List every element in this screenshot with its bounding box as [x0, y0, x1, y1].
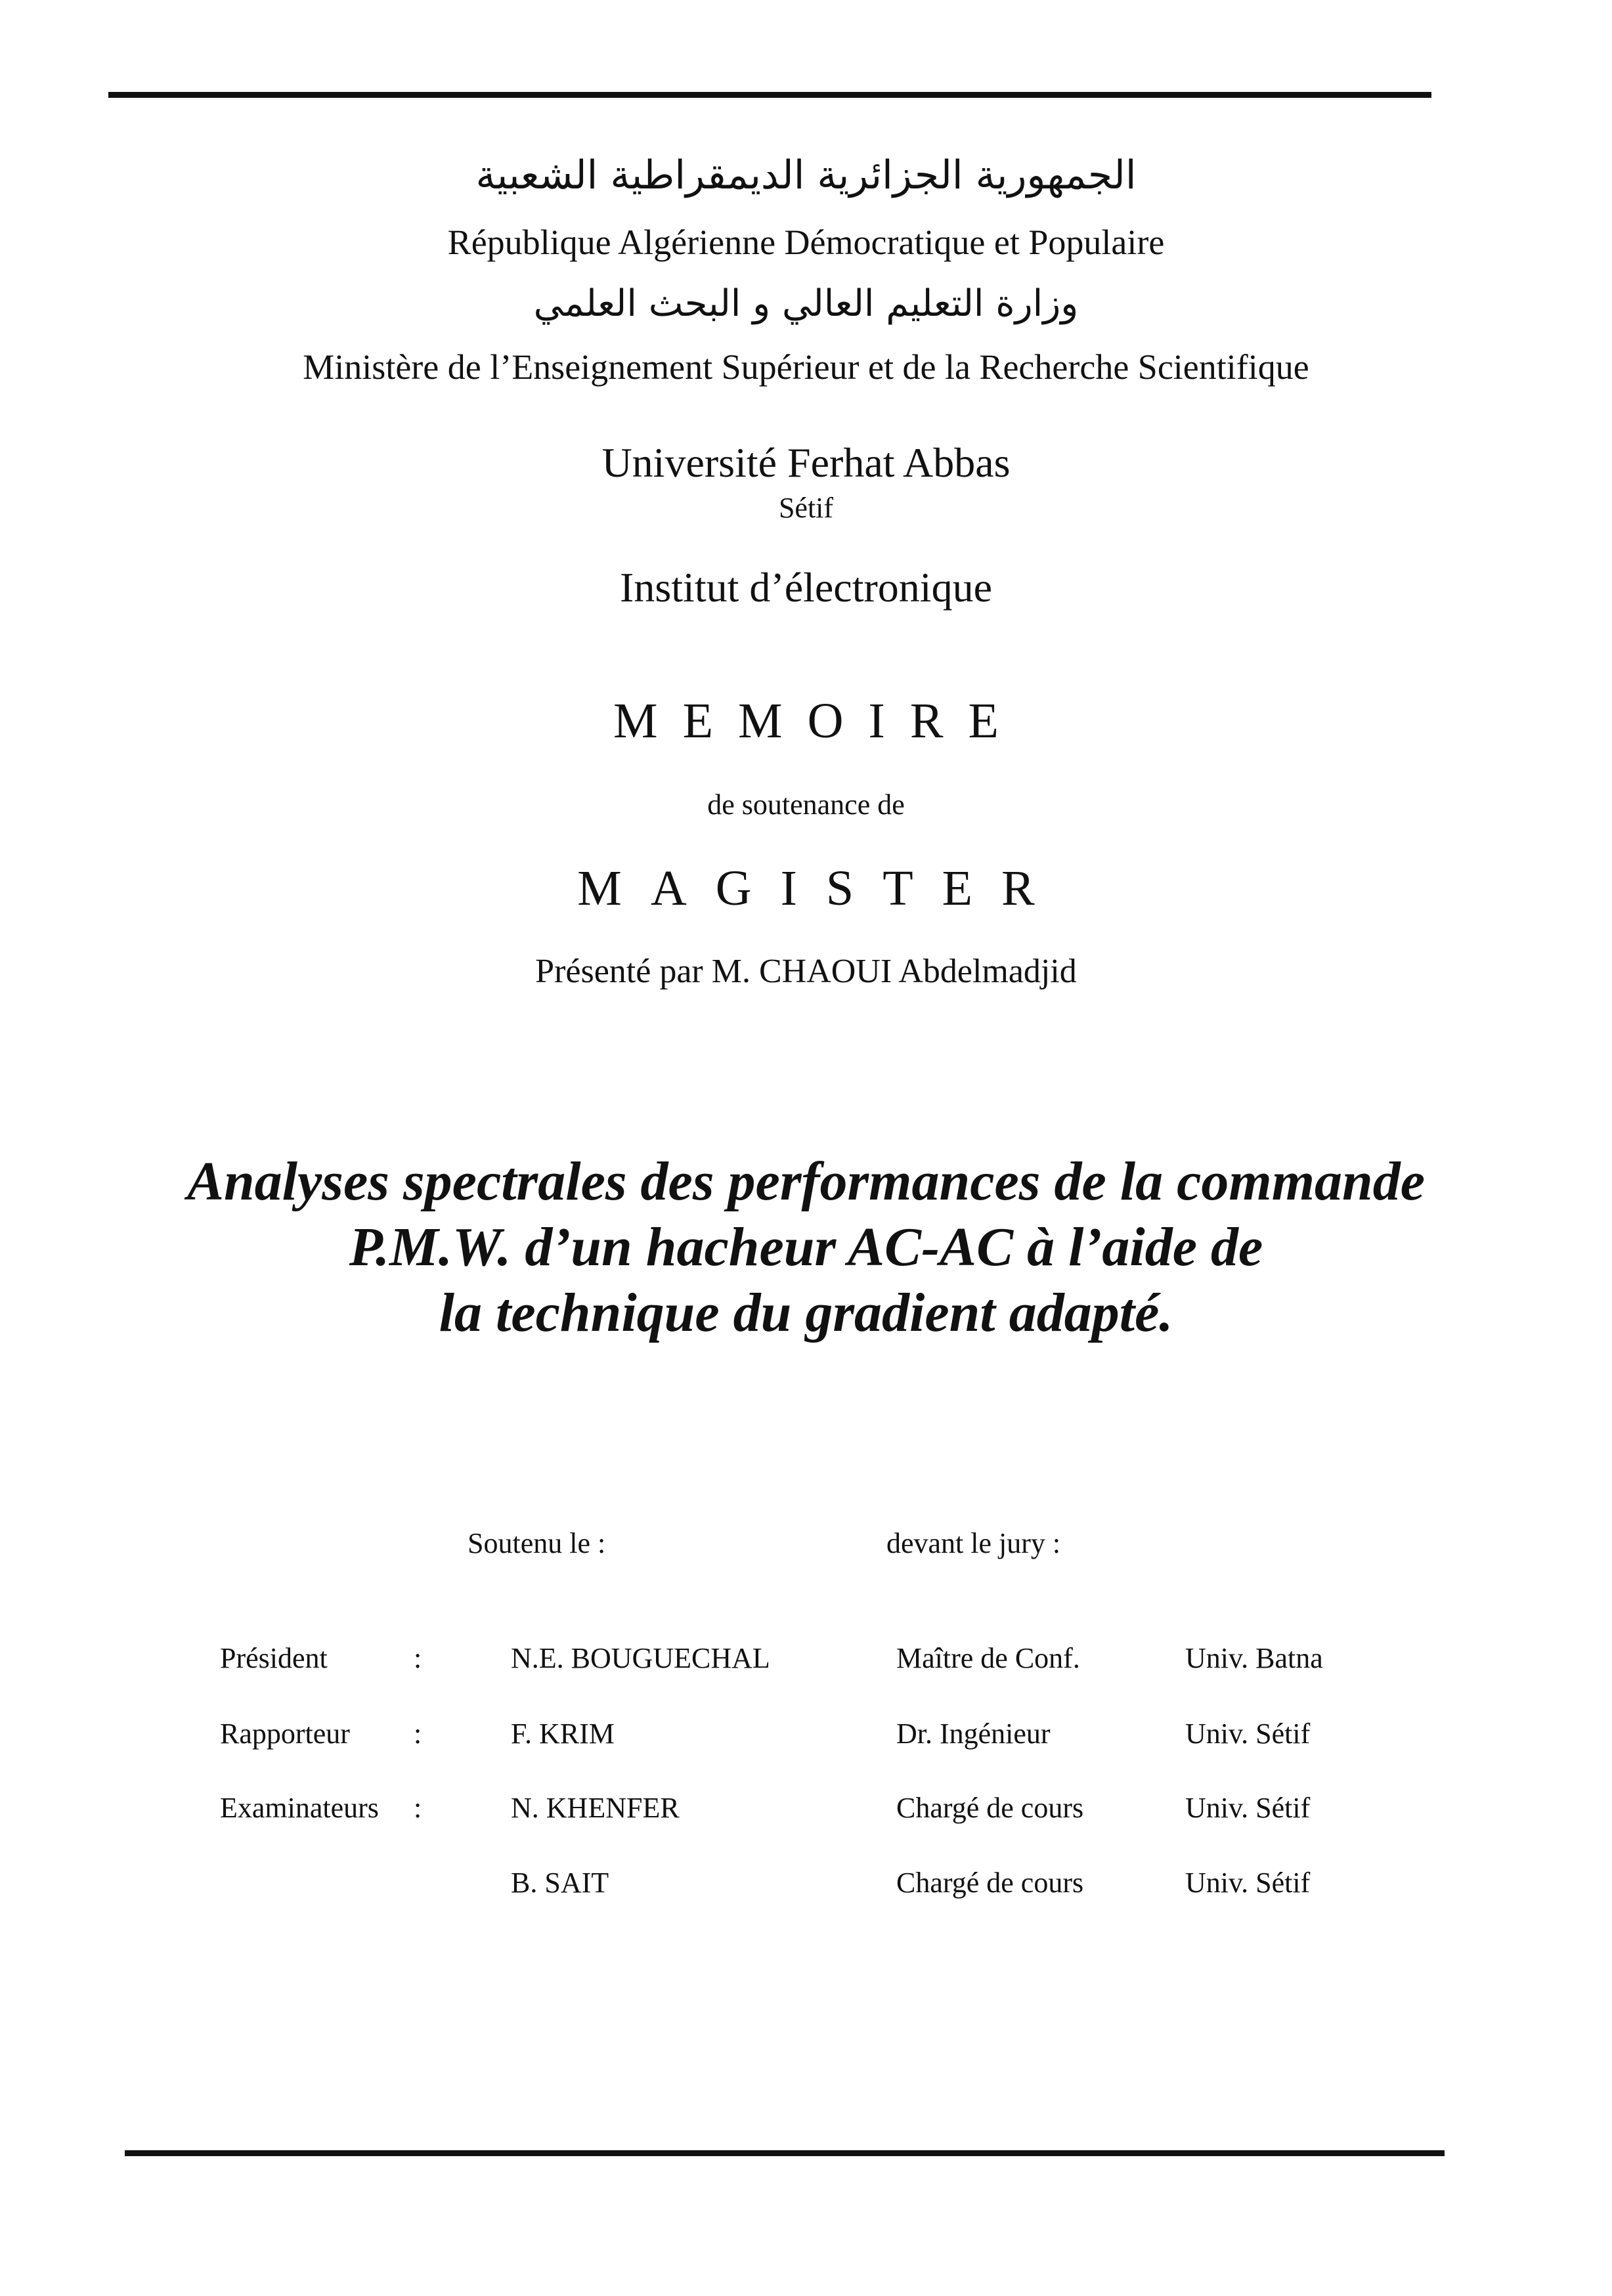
university-city: Sétif	[778, 492, 834, 524]
thesis-title-line-1: Analyses spectrales des performances de la commande	[186, 1151, 1426, 1212]
degree-name: MAGISTER	[577, 861, 1064, 916]
bottom-rule	[125, 2150, 1445, 2156]
jury-member-university: Univ. Batna	[1185, 1642, 1323, 1674]
thesis-title-line-3: la technique du gradient adapté.	[439, 1282, 1173, 1343]
jury-role: Rapporteur	[220, 1718, 350, 1750]
jury-label: devant le jury :	[886, 1527, 1061, 1559]
jury-role: Président	[220, 1642, 328, 1674]
thesis-title-line-2: P.M.W. d’un hacheur AC-AC à l’aide de	[349, 1217, 1263, 1278]
document-subtitle: de soutenance de	[707, 789, 905, 821]
jury-member-name: F. KRIM	[511, 1718, 615, 1750]
author-line: Présenté par M. CHAOUI Abdelmadjid	[535, 953, 1077, 990]
jury-member-grade: Chargé de cours	[896, 1867, 1084, 1899]
jury-colon: :	[414, 1792, 422, 1824]
arabic-ministry-name: وزارة التعليم العالي و البحث العلمي	[533, 282, 1079, 325]
jury-member-name: N.E. BOUGUECHAL	[511, 1642, 770, 1674]
jury-colon: :	[414, 1642, 422, 1674]
republic-name: République Algérienne Démocratique et Populaire	[447, 223, 1165, 262]
jury-role: Examinateurs	[220, 1792, 379, 1824]
jury-member-university: Univ. Sétif	[1185, 1792, 1311, 1824]
jury-member-grade: Maître de Conf.	[896, 1642, 1080, 1674]
university-name: Université Ferhat Abbas	[601, 439, 1011, 486]
document-type: MEMOIRE	[613, 693, 1024, 748]
arabic-republic-name: الجمهورية الجزائرية الديمقراطية الشعبية	[475, 152, 1137, 198]
jury-member-name: B. SAIT	[511, 1867, 609, 1899]
jury-member-grade: Dr. Ingénieur	[896, 1718, 1051, 1750]
jury-member-university: Univ. Sétif	[1185, 1867, 1311, 1899]
defense-date-label: Soutenu le :	[468, 1527, 606, 1559]
top-rule	[108, 92, 1431, 98]
institute-name: Institut d’électronique	[620, 564, 992, 611]
jury-colon: :	[414, 1718, 422, 1750]
jury-member-grade: Chargé de cours	[896, 1792, 1084, 1824]
ministry-name: Ministère de l’Enseignement Supérieur et de la Recherche Scientifique	[303, 347, 1309, 387]
jury-member-name: N. KHENFER	[511, 1792, 680, 1824]
jury-member-university: Univ. Sétif	[1185, 1718, 1311, 1750]
